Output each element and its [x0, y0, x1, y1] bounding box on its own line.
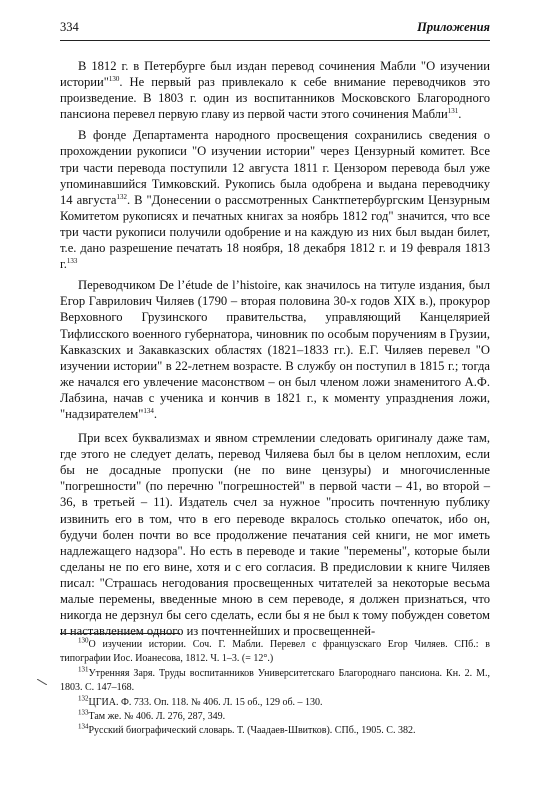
paragraph-text: . В "Донесении о рассмотренных Санктпетербургским Цензурным Комитетом рукописях и печатных книгах за ноябрь 1812 год" значится, что все три части рукописи получили одобрение и на каждую из них был выдан билет, т.е. дано разрешение печатать 18 ноября, 18 декабря 1812 г. и 19 февраля 1813 г. — [60, 192, 490, 272]
footnote — [60, 724, 490, 738]
footnote-text: ЦГИА. Ф. 733. Оп. 118. № 406. Л. 15 об., 129 об. – 130. — [88, 696, 323, 708]
footnote — [60, 667, 490, 696]
footnote-ref: 134 — [143, 406, 154, 415]
footnote-ref: 131 — [447, 107, 459, 116]
footnote — [60, 696, 490, 710]
footnote-number: 131 — [78, 665, 89, 674]
paragraph-text: Переводчиком De l’étude de l’histoire, как значилось на титуле издания, был Егор Гаврилович Чиляев (1790 – вторая половина 30-х годов XIX в.), прокурор Верховного Грузинского правительства, управляющий Канцелярией Тифлисского военного губернатора, чиновник по особым поручениям в Грузии, Кавказских и Закавказских областях (1821–1833 гг.). Е.Г. Чиляев перевел "О изучении истории" в 22-летнем возрасте. В службу он поступил в 1815 г.; тогда же начался его увлечение масонством – он был членом ложи знаменитого А.Ф. Лабзина, начав с ученика и кончив в 1821 г., к моменту упразднения ложи, "надзирателем" — [60, 278, 490, 421]
footnote-number: 132 — [78, 694, 89, 703]
footnote-number: 133 — [78, 708, 89, 717]
page-header — [60, 18, 490, 38]
paragraph-text: . Не первый раз привлекало к себе внимание переводчиков это произведение. В 1803 г. один из воспитанников Московского Благородного пансиона перевел первую главу из первой части этого сочинения Мабли — [60, 75, 490, 122]
footnotes — [60, 638, 490, 739]
footnote-text: Утренняя Заря. Труды воспитанников Университетскаго Благороднаго пансиона. Кн. 2. М., 1803. С. 147–168. — [60, 667, 490, 694]
footnote — [60, 710, 490, 724]
footnote-ref: 132 — [116, 192, 127, 201]
footnote-ref: 130 — [108, 74, 120, 83]
paragraph-text: . — [153, 406, 158, 421]
footnote-ref: 133 — [66, 256, 78, 265]
page-number: 334 — [60, 20, 79, 34]
footnote-text: О изучении истории. Соч. Г. Мабли. Перевел с французскаго Егор Чиляев. СПб.: в типографии Иос. Иоанесова, 1812. Ч. 1–3. (= 12°.) — [60, 639, 490, 665]
header-rule — [60, 40, 490, 41]
paragraph — [60, 58, 490, 122]
footnote — [60, 638, 490, 667]
footnote-number: 134 — [78, 723, 89, 732]
footnote-rule — [60, 633, 180, 634]
paragraph-text: . — [458, 107, 462, 122]
footnote-text: Там же. № 406. Л. 276, 287, 349. — [88, 711, 226, 723]
paragraph-text: В 1812 г. в Петербурге был издан перевод сочинения Мабли "О изучении истории" — [60, 59, 490, 90]
paragraph-text: В фонде Департамента народного просвещения сохранились сведения о прохождении рукописи "О изучении истории" через Цензурный комитет. Все три части перевода поступили 12 августа 1811 г. Цензором перевода был уже упоминавшийся Тимковский. Рукопись была одобрена и выдана переводчику 14 августа — [60, 128, 490, 207]
footnote-text: Русский биографический словарь. Т. (Чаадаев-Швитков). СПб., 1905. С. 382. — [88, 725, 416, 737]
paragraph — [60, 127, 490, 272]
main-text — [60, 58, 490, 644]
paragraph-text: При всех буквализмах и явном стремлении следовать оригиналу даже там, где этого не следует делать, перевод Чиляева был бы в целом неплохим, если бы не досадные пропуски (не по вине цензуры) и многочисленные "погрешности" (по перечню "погрешностей" в первой части – 41, во второй – 36, в третьей – 11). Издатель счел за нужное "просить почтенную публику извинить его в том, что в его переводе вкралось столько опечаток, ибо он, будучи болен почти во все продолжение печатания сей книги, не мог иметь надлежащего надзора". Но есть в переводе и такие "перемены", которые были сделаны не по его вине, хотя и с его согласия. В предисловии к книге Чиляев писал: "Страшась негодования просвещенных читателей за некоторые весьма малые перемены, введенные мною в сем переводе, я должен признаться, что никогда не дерзнул бы сего сделать, если бы я не был к тому побужден советом и наставлением одного из почтеннейших и просвещенней- — [60, 431, 490, 639]
margin-pen-mark — [37, 679, 47, 685]
running-title: Приложения — [417, 20, 490, 34]
footnote-number: 130 — [78, 636, 89, 645]
paragraph — [60, 277, 490, 422]
paragraph — [60, 430, 490, 639]
